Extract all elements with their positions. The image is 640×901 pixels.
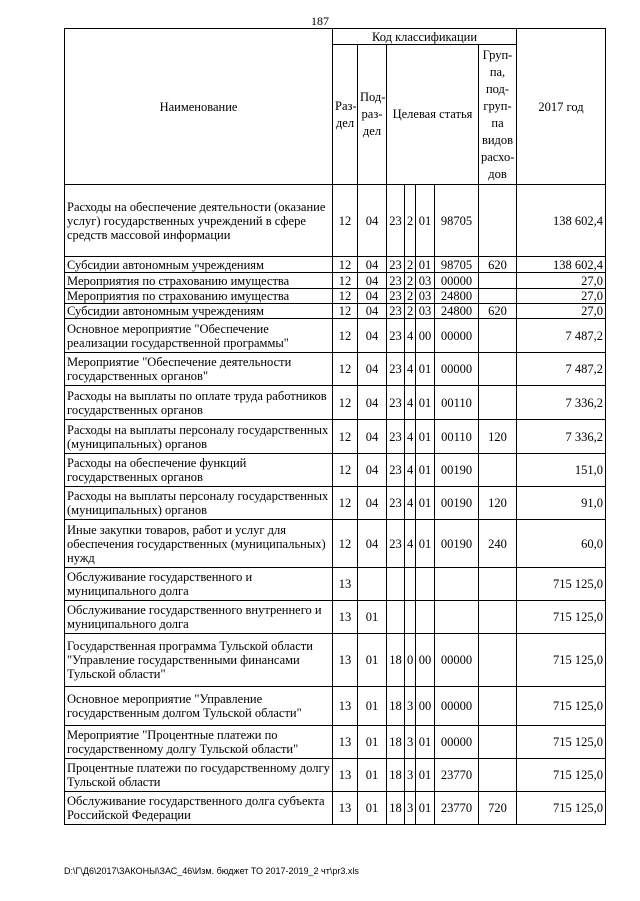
row-target-event: 01 xyxy=(416,726,435,759)
row-name: Расходы на обеспечение деятельности (оказание услуг) государственных учреждений в сфере средств массовой информации xyxy=(65,185,333,257)
row-target-event: 01 xyxy=(416,353,435,386)
row-subsection: 01 xyxy=(358,634,387,687)
row-target-direction xyxy=(435,601,479,634)
row-amount: 715 125,0 xyxy=(517,687,606,726)
table-row xyxy=(65,487,606,520)
row-target-direction: 23770 xyxy=(435,759,479,792)
row-amount: 138 602,4 xyxy=(517,185,606,257)
table-row xyxy=(65,185,606,257)
row-name: Обслуживание государственного и муниципального долга xyxy=(65,568,333,601)
row-target-direction: 00190 xyxy=(435,520,479,568)
row-section: 13 xyxy=(333,687,358,726)
header-subsection: Под- раз- дел xyxy=(358,45,387,185)
row-subsection: 01 xyxy=(358,726,387,759)
row-name: Процентные платежи по государственному долгу Тульской области xyxy=(65,759,333,792)
row-subsection xyxy=(358,568,387,601)
row-subsection: 04 xyxy=(358,304,387,319)
row-section: 12 xyxy=(333,487,358,520)
row-target-program: 23 xyxy=(387,319,405,353)
row-expense-type: 120 xyxy=(479,487,517,520)
row-target-direction: 00000 xyxy=(435,273,479,289)
row-target-subprogram: 3 xyxy=(405,792,416,825)
row-target-direction: 00000 xyxy=(435,353,479,386)
row-amount: 715 125,0 xyxy=(517,726,606,759)
row-target-subprogram: 4 xyxy=(405,319,416,353)
row-section: 13 xyxy=(333,759,358,792)
table-row xyxy=(65,601,606,634)
row-amount: 138 602,4 xyxy=(517,257,606,273)
row-expense-type xyxy=(479,568,517,601)
row-target-direction: 00110 xyxy=(435,386,479,420)
row-target-subprogram: 3 xyxy=(405,687,416,726)
row-target-subprogram xyxy=(405,601,416,634)
row-subsection: 04 xyxy=(358,273,387,289)
row-name: Мероприятие "Процентные платежи по государственному долгу Тульской области" xyxy=(65,726,333,759)
row-section: 13 xyxy=(333,634,358,687)
row-target-program: 23 xyxy=(387,487,405,520)
row-subsection: 04 xyxy=(358,454,387,487)
header-group: Груп- па, под- груп- па видов расхо- дов xyxy=(479,45,517,185)
row-expense-type xyxy=(479,687,517,726)
row-target-subprogram: 2 xyxy=(405,257,416,273)
table-row xyxy=(65,726,606,759)
row-target-subprogram: 2 xyxy=(405,289,416,304)
row-expense-type: 720 xyxy=(479,792,517,825)
table-row xyxy=(65,634,606,687)
row-target-program: 23 xyxy=(387,185,405,257)
row-section: 12 xyxy=(333,289,358,304)
row-target-subprogram: 4 xyxy=(405,420,416,454)
row-target-program: 18 xyxy=(387,759,405,792)
row-amount: 715 125,0 xyxy=(517,759,606,792)
row-section: 12 xyxy=(333,304,358,319)
row-name: Расходы на обеспечение функций государственных органов xyxy=(65,454,333,487)
row-subsection: 04 xyxy=(358,487,387,520)
row-name: Мероприятие "Обеспечение деятельности государственных органов" xyxy=(65,353,333,386)
row-target-subprogram: 4 xyxy=(405,520,416,568)
row-target-direction: 00000 xyxy=(435,634,479,687)
row-target-direction: 00190 xyxy=(435,487,479,520)
row-target-program: 23 xyxy=(387,353,405,386)
row-subsection: 04 xyxy=(358,420,387,454)
row-target-event: 03 xyxy=(416,304,435,319)
row-target-event: 01 xyxy=(416,520,435,568)
row-target-event: 03 xyxy=(416,289,435,304)
row-expense-type xyxy=(479,386,517,420)
row-expense-type xyxy=(479,759,517,792)
row-target-direction: 98705 xyxy=(435,185,479,257)
table-row xyxy=(65,273,606,289)
row-section: 13 xyxy=(333,568,358,601)
row-section: 12 xyxy=(333,420,358,454)
row-amount: 7 336,2 xyxy=(517,420,606,454)
row-target-program: 23 xyxy=(387,420,405,454)
row-expense-type: 620 xyxy=(479,304,517,319)
row-name: Основное мероприятие "Управление государственным долгом Тульской области" xyxy=(65,687,333,726)
row-expense-type xyxy=(479,634,517,687)
row-section: 13 xyxy=(333,601,358,634)
row-name: Мероприятия по страхованию имущества xyxy=(65,289,333,304)
row-target-direction: 00000 xyxy=(435,319,479,353)
row-target-program: 23 xyxy=(387,289,405,304)
row-amount: 27,0 xyxy=(517,304,606,319)
row-subsection: 04 xyxy=(358,257,387,273)
header-target: Целевая статья xyxy=(387,45,479,185)
row-amount: 151,0 xyxy=(517,454,606,487)
row-amount: 91,0 xyxy=(517,487,606,520)
row-target-program: 23 xyxy=(387,520,405,568)
row-target-event xyxy=(416,601,435,634)
row-target-event: 01 xyxy=(416,792,435,825)
row-amount: 715 125,0 xyxy=(517,634,606,687)
row-target-direction: 98705 xyxy=(435,257,479,273)
row-target-program xyxy=(387,568,405,601)
row-amount: 27,0 xyxy=(517,273,606,289)
row-name: Субсидии автономным учреждениям xyxy=(65,304,333,319)
row-amount: 7 487,2 xyxy=(517,319,606,353)
row-amount: 7 336,2 xyxy=(517,386,606,420)
row-section: 12 xyxy=(333,520,358,568)
row-subsection: 04 xyxy=(358,520,387,568)
row-target-event: 01 xyxy=(416,185,435,257)
row-amount: 715 125,0 xyxy=(517,601,606,634)
table-row xyxy=(65,319,606,353)
row-target-subprogram: 4 xyxy=(405,454,416,487)
row-target-direction: 00000 xyxy=(435,726,479,759)
row-target-event: 01 xyxy=(416,759,435,792)
row-section: 12 xyxy=(333,386,358,420)
table-row xyxy=(65,568,606,601)
row-target-direction: 23770 xyxy=(435,792,479,825)
table-row xyxy=(65,687,606,726)
row-subsection: 04 xyxy=(358,185,387,257)
table-row xyxy=(65,759,606,792)
row-section: 12 xyxy=(333,319,358,353)
row-target-event: 01 xyxy=(416,257,435,273)
row-target-subprogram: 2 xyxy=(405,273,416,289)
row-target-event: 01 xyxy=(416,420,435,454)
row-name: Расходы на выплаты персоналу государственных (муниципальных) органов xyxy=(65,420,333,454)
table-row xyxy=(65,289,606,304)
row-target-direction: 00190 xyxy=(435,454,479,487)
row-amount: 7 487,2 xyxy=(517,353,606,386)
row-name: Субсидии автономным учреждениям xyxy=(65,257,333,273)
page-number: 187 xyxy=(311,14,329,28)
row-expense-type xyxy=(479,319,517,353)
row-target-event: 01 xyxy=(416,487,435,520)
row-target-direction: 00110 xyxy=(435,420,479,454)
row-name: Расходы на выплаты по оплате труда работников государственных органов xyxy=(65,386,333,420)
row-subsection: 04 xyxy=(358,319,387,353)
row-target-subprogram: 4 xyxy=(405,386,416,420)
row-amount: 27,0 xyxy=(517,289,606,304)
row-target-subprogram: 3 xyxy=(405,726,416,759)
row-amount: 715 125,0 xyxy=(517,792,606,825)
row-target-event: 00 xyxy=(416,687,435,726)
row-expense-type xyxy=(479,289,517,304)
row-name: Иные закупки товаров, работ и услуг для обеспечения государственных (муниципальных) нужд xyxy=(65,520,333,568)
row-expense-type: 120 xyxy=(479,420,517,454)
row-target-event: 03 xyxy=(416,273,435,289)
header-code: Код классификации xyxy=(333,29,517,45)
table-body xyxy=(65,185,606,825)
row-subsection: 01 xyxy=(358,601,387,634)
row-name: Обслуживание государственного долга субъекта Российской Федерации xyxy=(65,792,333,825)
row-target-program: 23 xyxy=(387,454,405,487)
row-name: Расходы на выплаты персоналу государственных (муниципальных) органов xyxy=(65,487,333,520)
row-name: Государственная программа Тульской области "Управление государственными финансами Тульской области" xyxy=(65,634,333,687)
file-path-footer: D:\Г\Д6\2017\ЗАКОНЫ\ЗАС_46\Изм. бюджет ТО 2017-2019_2 чт\pr3.xls xyxy=(64,866,359,876)
row-target-subprogram xyxy=(405,568,416,601)
table-row xyxy=(65,454,606,487)
table-row xyxy=(65,792,606,825)
row-target-subprogram: 4 xyxy=(405,487,416,520)
row-target-event: 00 xyxy=(416,319,435,353)
row-target-subprogram: 3 xyxy=(405,759,416,792)
row-subsection: 04 xyxy=(358,289,387,304)
budget-table xyxy=(64,28,606,825)
row-section: 12 xyxy=(333,185,358,257)
row-target-program: 23 xyxy=(387,273,405,289)
row-amount: 715 125,0 xyxy=(517,568,606,601)
row-subsection: 01 xyxy=(358,759,387,792)
row-target-program: 23 xyxy=(387,304,405,319)
row-subsection: 04 xyxy=(358,353,387,386)
row-target-program xyxy=(387,601,405,634)
row-name: Основное мероприятие "Обеспечение реализации государственной программы" xyxy=(65,319,333,353)
row-name: Обслуживание государственного внутреннего и муниципального долга xyxy=(65,601,333,634)
row-target-program: 18 xyxy=(387,792,405,825)
table-row xyxy=(65,420,606,454)
header-name: Наименование xyxy=(65,29,333,185)
row-target-subprogram: 2 xyxy=(405,185,416,257)
row-section: 12 xyxy=(333,454,358,487)
row-target-program: 18 xyxy=(387,634,405,687)
table-row xyxy=(65,304,606,319)
row-subsection: 01 xyxy=(358,792,387,825)
row-name: Мероприятия по страхованию имущества xyxy=(65,273,333,289)
row-section: 13 xyxy=(333,726,358,759)
row-expense-type xyxy=(479,454,517,487)
row-section: 13 xyxy=(333,792,358,825)
table-row xyxy=(65,520,606,568)
table-row xyxy=(65,257,606,273)
row-subsection: 01 xyxy=(358,687,387,726)
row-target-direction xyxy=(435,568,479,601)
row-target-direction: 00000 xyxy=(435,687,479,726)
row-expense-type xyxy=(479,185,517,257)
row-target-direction: 24800 xyxy=(435,304,479,319)
row-expense-type xyxy=(479,353,517,386)
row-target-event xyxy=(416,568,435,601)
row-expense-type: 240 xyxy=(479,520,517,568)
row-subsection: 04 xyxy=(358,386,387,420)
row-expense-type: 620 xyxy=(479,257,517,273)
row-amount: 60,0 xyxy=(517,520,606,568)
row-target-program: 23 xyxy=(387,386,405,420)
table-row xyxy=(65,386,606,420)
row-target-subprogram: 0 xyxy=(405,634,416,687)
row-section: 12 xyxy=(333,273,358,289)
row-expense-type xyxy=(479,726,517,759)
row-target-subprogram: 4 xyxy=(405,353,416,386)
row-target-direction: 24800 xyxy=(435,289,479,304)
header-year: 2017 год xyxy=(517,29,606,185)
row-target-subprogram: 2 xyxy=(405,304,416,319)
row-target-program: 18 xyxy=(387,687,405,726)
table-row xyxy=(65,353,606,386)
row-target-program: 18 xyxy=(387,726,405,759)
row-section: 12 xyxy=(333,353,358,386)
row-target-event: 01 xyxy=(416,454,435,487)
row-section: 12 xyxy=(333,257,358,273)
row-expense-type xyxy=(479,273,517,289)
row-target-program: 23 xyxy=(387,257,405,273)
row-expense-type xyxy=(479,601,517,634)
header-section: Раз- дел xyxy=(333,45,358,185)
row-target-event: 01 xyxy=(416,386,435,420)
row-target-event: 00 xyxy=(416,634,435,687)
